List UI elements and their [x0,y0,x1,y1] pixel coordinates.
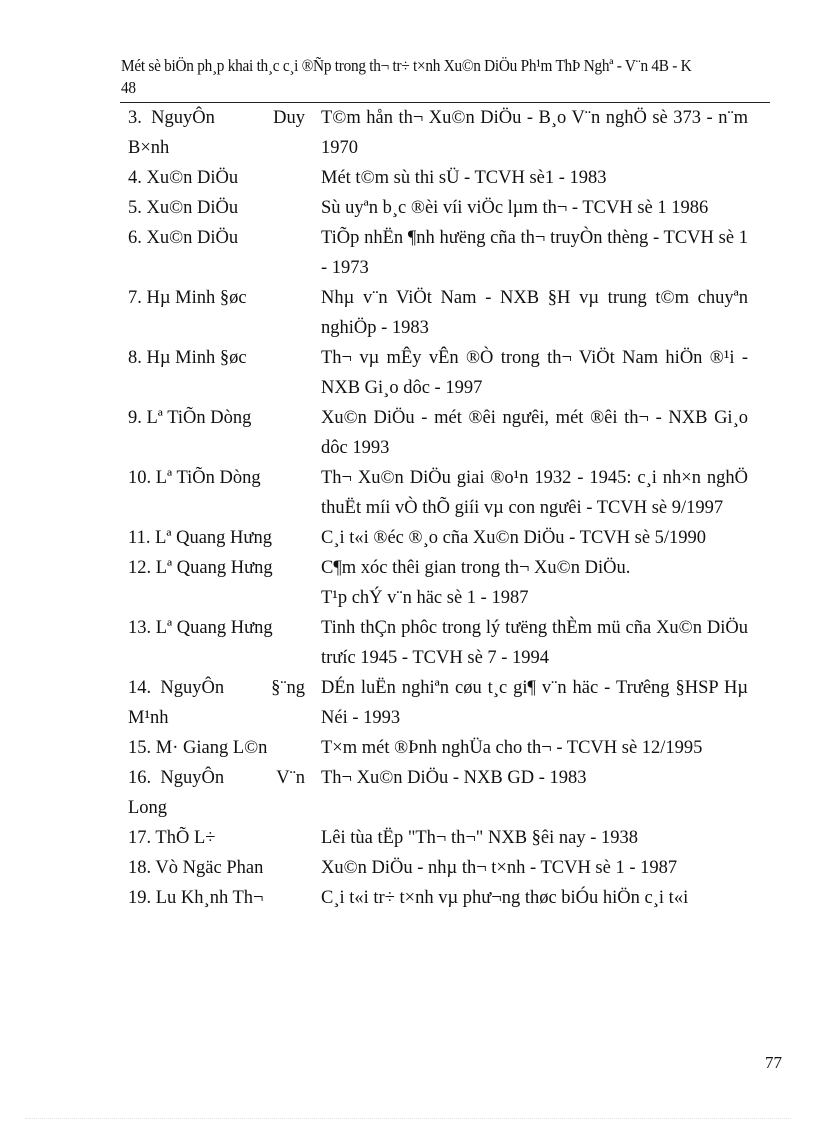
reference-author [128,853,305,883]
author-name: Hµ Minh §øc [146,288,247,308]
reference-item-3 [128,103,748,163]
reference-number: 8. [128,348,142,368]
reference-item-8 [128,343,748,403]
reference-author [128,763,305,823]
author-name: Xu©n DiÖu [146,198,239,218]
author-name: M· Giang L©n [155,738,268,758]
author-name: Hµ Minh §øc [146,348,247,368]
reference-work: TiÕp nhËn ¶nh hưëng cña th¬ truyÒn thèng - TCVH sè 1 - 1973 [321,228,748,278]
reference-item-17 [128,823,748,853]
bottom-border [25,1118,791,1119]
reference-work: Lêi tùa tËp "Th¬ th¬" NXB §êi nay - 1938 [321,828,639,848]
running-header: Mét sè biÖn ph¸p khai th¸c c¸i ®Ñp trong th¬ tr÷ t×nh Xu©n DiÖu Ph¹m ThÞ Nghª - V¨n 4B - K 48 [121,56,692,97]
reference-number: 7. [128,288,142,308]
reference-list [128,103,748,913]
reference-item-6 [128,223,748,283]
reference-number: 17. [128,828,152,848]
reference-number: 11. [128,528,151,548]
reference-item-4 [128,163,748,193]
author-first-name: NguyÔn [160,678,225,698]
author-second-name: Duy [273,108,305,128]
reference-item-18 [128,853,748,883]
reference-item-9 [128,403,748,463]
reference-author [128,523,305,553]
reference-number: 4. [128,168,142,188]
author-name: Lª TiÕn Dòng [155,468,261,488]
reference-item-10 [128,463,748,523]
reference-number: 10. [128,468,152,488]
reference-work: Th¬ Xu©n DiÖu - NXB GD - 1983 [321,768,587,788]
reference-item-12 [128,553,748,613]
reference-item-19 [128,883,748,913]
reference-author [128,673,305,733]
reference-author [128,403,305,433]
reference-author [128,283,305,313]
author-name: Lu Kh¸nh Th¬ [155,888,264,908]
reference-author [128,613,305,643]
reference-number: 14. [128,678,152,698]
reference-author [128,223,305,253]
reference-work: DÉn luËn nghiªn cøu t¸c gi¶ v¨n häc - Trưêng §HSP Hµ Néi - 1993 [321,678,748,728]
reference-work: T©m hån th¬ Xu©n DiÖu - B¸o V¨n nghÖ sè 373 - n¨m 1970 [321,108,748,158]
author-first-name: NguyÔn [160,768,225,788]
reference-item-15 [128,733,748,763]
reference-author [128,163,305,193]
author-name: Xu©n DiÖu [146,228,239,248]
reference-work: Xu©n DiÖu - nhµ th¬ t×nh - TCVH sè 1 - 1987 [321,858,678,878]
author-first-name: NguyÔn [151,108,215,128]
reference-author [128,733,305,763]
reference-work: Mét t©m sù thi sÜ - TCVH sè1 - 1983 [321,168,607,188]
reference-item-14 [128,673,748,733]
author-name: Lª TiÕn Dòng [146,408,252,428]
page-number: 77 [765,1053,782,1072]
reference-number: 3. [128,108,142,128]
author-name: Lª Quang Hưng [155,618,273,638]
reference-author [128,823,305,853]
reference-work-line: C¶m xóc thêi gian trong th¬ Xu©n DiÖu. [321,558,631,578]
reference-number: 19. [128,888,152,908]
author-second-name: §¨ng [271,678,305,698]
reference-work: Tinh thÇn phôc trong lý tưëng thÈm mü cña Xu©n DiÖu trưíc 1945 - TCVH sè 7 - 1994 [321,618,748,668]
reference-item-13 [128,613,748,673]
reference-number: 9. [128,408,142,428]
reference-work: C¸i t«i tr÷ t×nh vµ phư¬ng thøc biÓu hiÖn c¸i t«i [321,888,689,908]
reference-work [321,553,748,613]
reference-author [128,883,305,913]
reference-number: 15. [128,738,152,758]
author-wrap-name: B×nh [128,138,170,158]
reference-author [128,463,305,493]
reference-work: C¸i t«i ®éc ®¸o cña Xu©n DiÖu - TCVH sè 5/1990 [321,528,707,548]
reference-work: Th¬ Xu©n DiÖu giai ®o¹n 1932 - 1945: c¸i nh×n nghÖ thuËt míi vÒ thÕ giíi vµ con ngưêi - TCVH sè 9/1997 [321,468,748,518]
reference-author [128,343,305,373]
reference-number: 6. [128,228,142,248]
reference-item-7 [128,283,748,343]
author-name: ThÕ L÷ [155,828,216,848]
reference-item-11 [128,523,748,553]
reference-number: 13. [128,618,152,638]
reference-author [128,553,305,583]
author-name: Xu©n DiÖu [146,168,239,188]
reference-work: Th¬ vµ mÊy vÊn ®Ò trong th¬ ViÖt Nam hiÖn ®¹i - NXB Gi¸o dôc - 1997 [321,348,748,398]
reference-number: 5. [128,198,142,218]
reference-author [128,103,305,163]
reference-work: Nhµ v¨n ViÖt Nam - NXB §H vµ trung t©m chuyªn nghiÖp - 1983 [321,288,748,338]
author-wrap-name: M¹nh [128,708,169,728]
author-name: Lª Quang Hưng [155,528,272,548]
reference-author [128,193,305,223]
author-wrap-name: Long [128,798,168,818]
reference-work: T×m mét ®Þnh nghÜa cho th¬ - TCVH sè 12/1995 [321,738,703,758]
reference-work: Sù uyªn b¸c ®èi víi viÖc lµm th¬ - TCVH sè 1 1986 [321,198,709,218]
reference-number: 12. [128,558,152,578]
reference-work-line: T¹p chÝ v¨n häc sè 1 - 1987 [321,588,529,608]
author-second-name: V¨n [276,768,305,788]
reference-work: Xu©n DiÖu - mét ®êi ngưêi, mét ®êi th¬ - NXB Gi¸o dôc 1993 [321,408,748,458]
reference-number: 18. [128,858,152,878]
reference-item-5 [128,193,748,223]
author-name: Lª Quang Hưng [155,558,273,578]
author-name: Vò Ngäc Phan [155,858,264,878]
reference-item-16 [128,763,748,823]
reference-number: 16. [128,768,152,788]
